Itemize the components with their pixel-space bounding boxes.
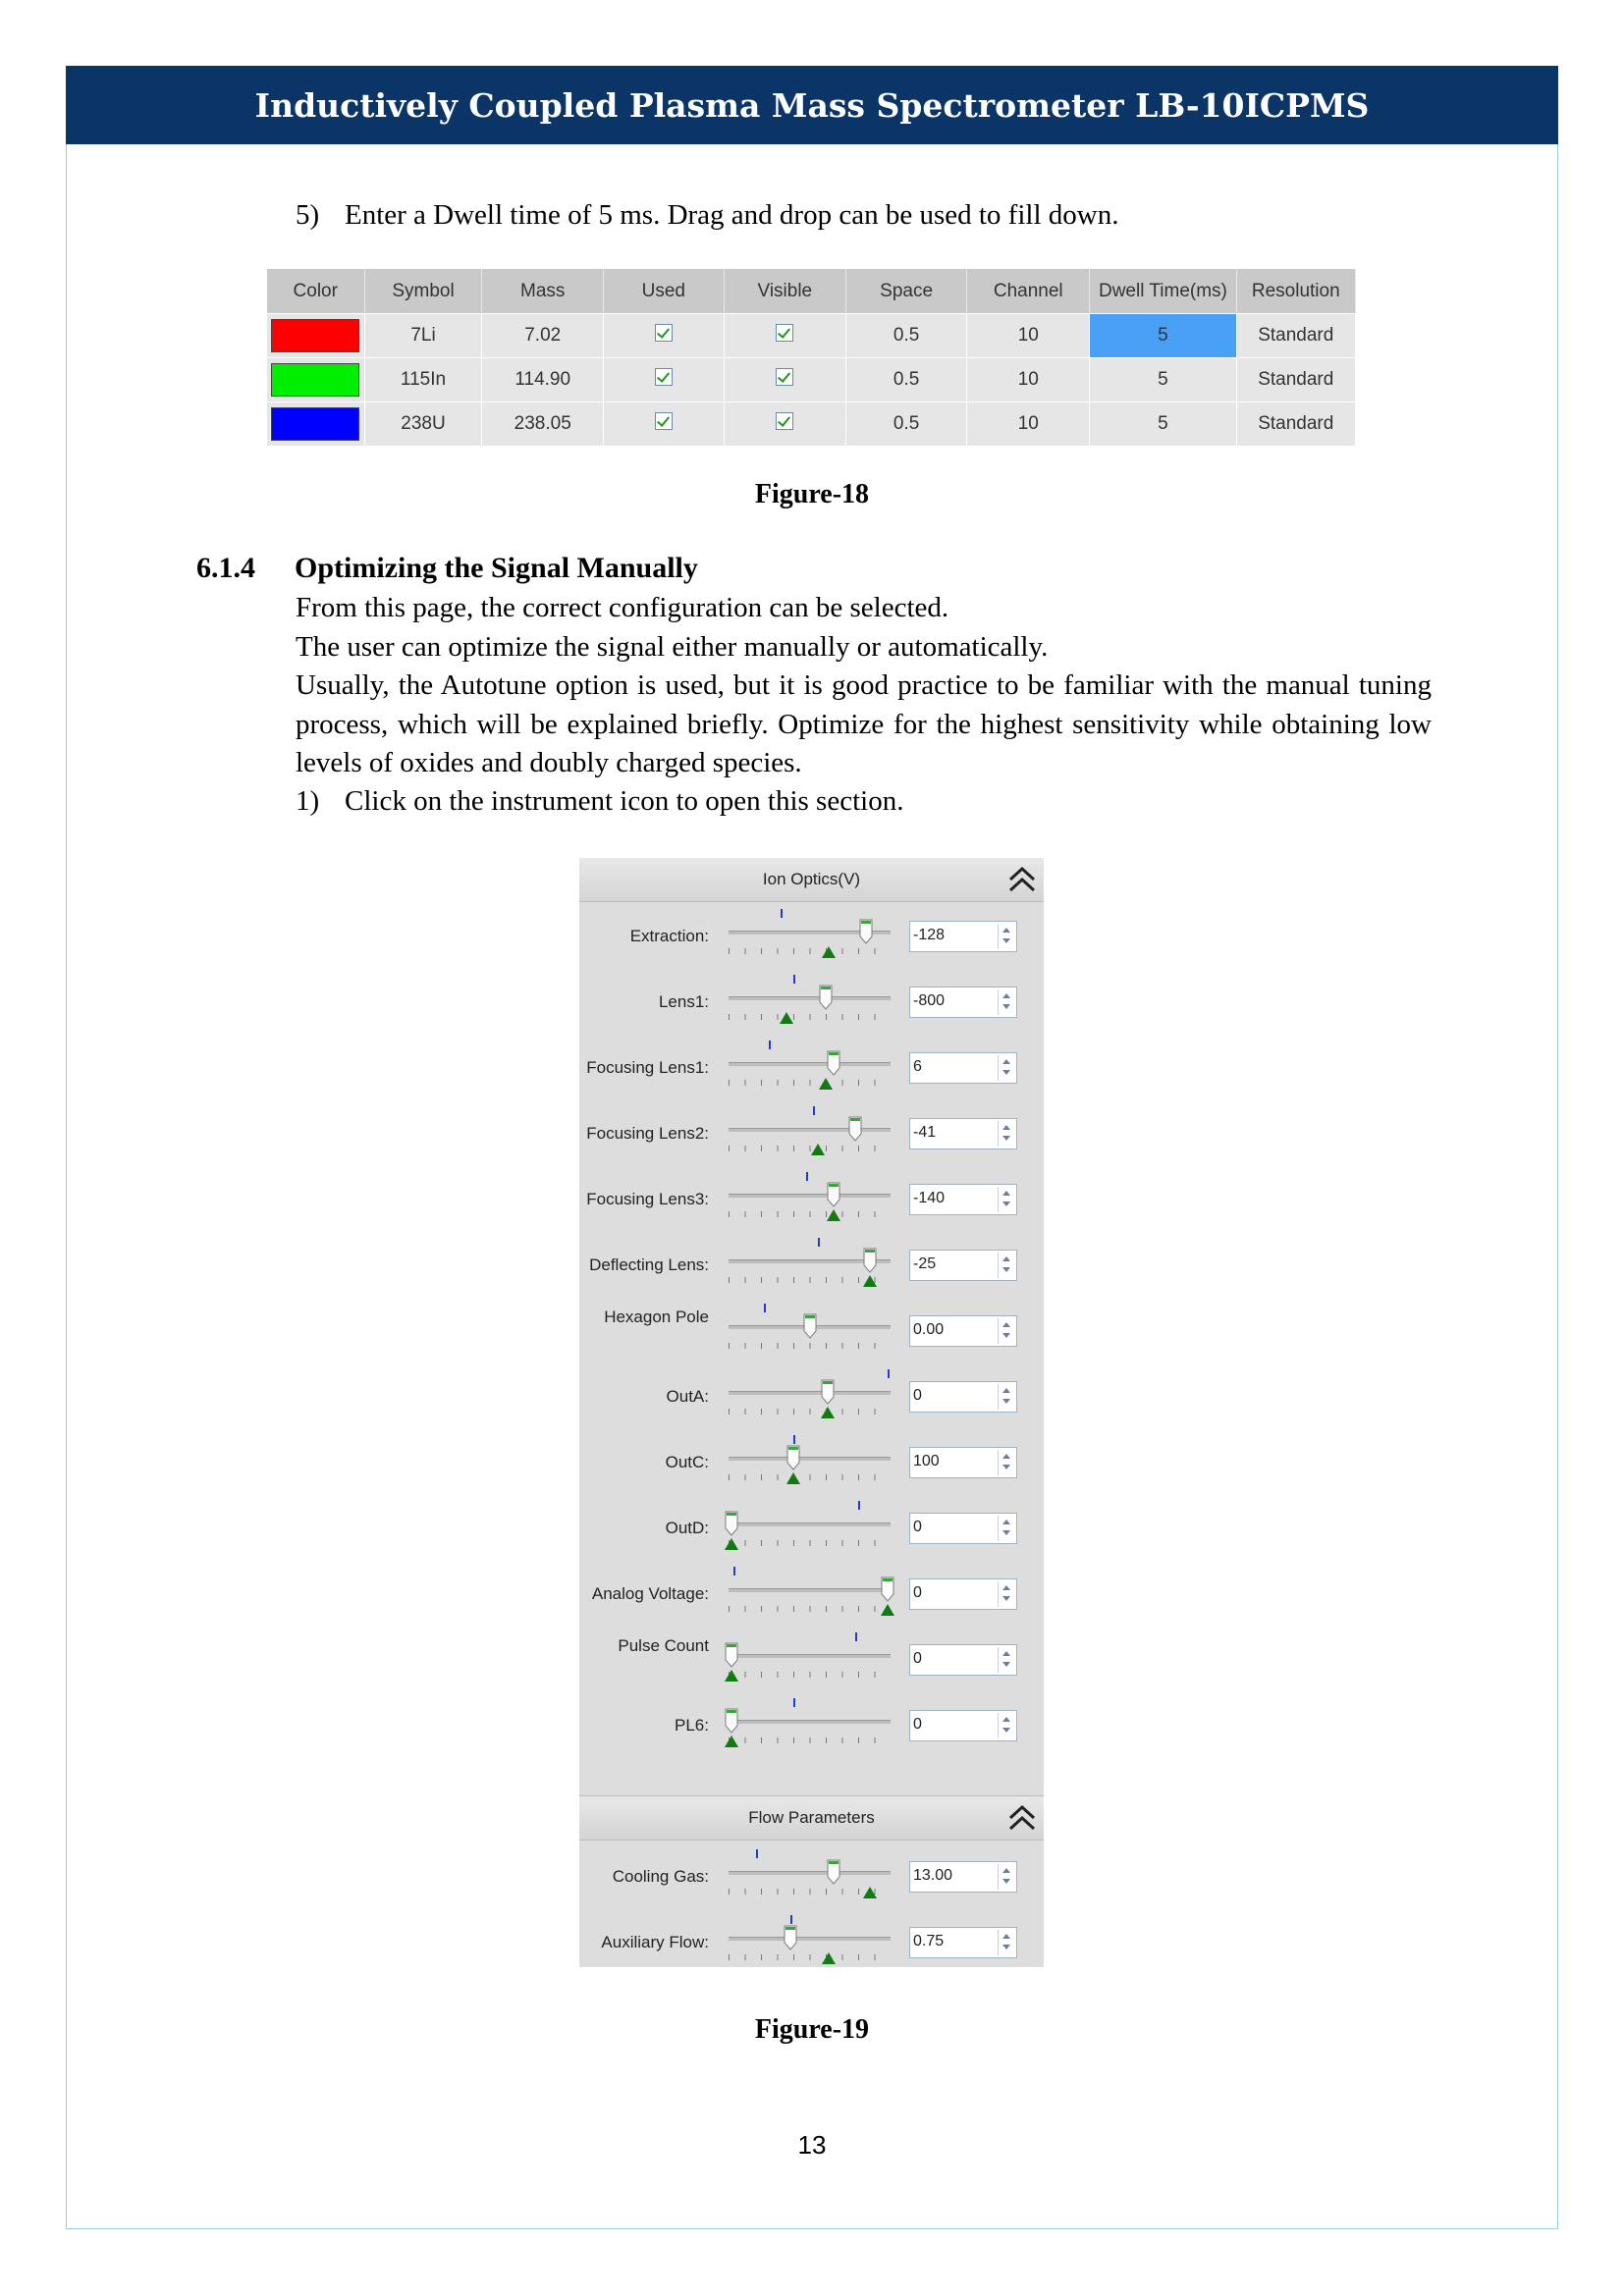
- slider-track[interactable]: [729, 996, 891, 1000]
- body-paragraph: Usually, the Autotune option is used, but it is good practice to be familiar with the manual tuning process, which will be explained briefly. Optimize for the highest sensitivity while obtaining low levels of oxides and doubly charged species.: [296, 669, 1432, 778]
- figure-18-caption: Figure-18: [754, 479, 870, 509]
- channel-cell[interactable]: 10: [967, 402, 1090, 447]
- slider-ticks: [729, 1954, 891, 1960]
- reference-tick: [793, 1435, 795, 1444]
- value-spinbox[interactable]: [909, 1513, 1017, 1544]
- slider-thumb[interactable]: [859, 919, 873, 944]
- column-header[interactable]: Resolution: [1236, 269, 1355, 314]
- reference-tick: [806, 1172, 808, 1181]
- setpoint-marker: [819, 1078, 833, 1090]
- flow-parameters-title: Flow Parameters: [748, 1808, 875, 1827]
- table-row[interactable]: [267, 314, 1356, 358]
- slider-thumb[interactable]: [803, 1313, 817, 1339]
- slider-track[interactable]: [729, 1720, 891, 1724]
- step-number: 1): [296, 785, 320, 817]
- slider-ticks: [729, 1211, 891, 1217]
- value-spinbox[interactable]: [909, 1118, 1017, 1149]
- slider-ticks: [729, 1606, 891, 1612]
- body-paragraph: From this page, the correct configuration can be selected.: [296, 592, 949, 623]
- slider-ticks: [729, 1474, 891, 1480]
- spin-arrows-icon[interactable]: [998, 1187, 1014, 1212]
- parameter-label: Auxiliary Flow:: [601, 1933, 709, 1951]
- parameter-label: OutD:: [665, 1519, 709, 1537]
- step-5: [296, 199, 1118, 232]
- slider-ticks: [729, 1672, 891, 1678]
- parameter-label: OutA:: [666, 1387, 709, 1406]
- spinbox-value[interactable]: -128: [913, 927, 946, 943]
- reference-tick: [764, 1304, 766, 1312]
- dwell-time-cell[interactable]: 5: [1090, 314, 1236, 358]
- parameter-row: [579, 1104, 1044, 1163]
- slider-thumb[interactable]: [827, 1050, 840, 1076]
- spinbox-value[interactable]: -25: [913, 1255, 937, 1272]
- reference-tick: [888, 1369, 890, 1378]
- column-header[interactable]: Visible: [724, 269, 845, 314]
- table-row[interactable]: [267, 358, 1356, 402]
- used-checkbox[interactable]: [603, 402, 724, 447]
- slider-ticks: [729, 1409, 891, 1415]
- setpoint-marker: [827, 1209, 840, 1221]
- spinbox-value[interactable]: 0: [913, 1387, 922, 1404]
- parameter-label: Focusing Lens1:: [586, 1058, 709, 1077]
- symbol-cell[interactable]: 7Li: [364, 314, 482, 358]
- parameter-row: [579, 1847, 1044, 1906]
- color-swatch-box[interactable]: [271, 363, 359, 397]
- parameter-label: PL6:: [675, 1716, 709, 1735]
- slider-track[interactable]: [729, 1391, 891, 1395]
- visible-checkbox[interactable]: [724, 314, 845, 358]
- slider-ticks: [729, 1080, 891, 1086]
- symbol-cell[interactable]: 238U: [364, 402, 482, 447]
- mass-cell[interactable]: 238.05: [482, 402, 603, 447]
- spin-arrows-icon[interactable]: [998, 1581, 1014, 1607]
- mass-cell[interactable]: 114.90: [482, 358, 603, 402]
- reference-tick: [733, 1567, 735, 1575]
- step-text: Click on the instrument icon to open this section.: [345, 785, 904, 817]
- space-cell[interactable]: 0.5: [845, 314, 966, 358]
- reference-tick: [793, 975, 795, 984]
- slider-track[interactable]: [729, 1654, 891, 1658]
- resolution-cell[interactable]: Standard: [1236, 402, 1355, 447]
- table-body: [267, 314, 1356, 447]
- spinbox-value[interactable]: 0: [913, 1519, 922, 1535]
- resolution-cell[interactable]: Standard: [1236, 314, 1355, 358]
- slider-ticks: [729, 1737, 891, 1743]
- setpoint-marker: [822, 1952, 836, 1964]
- value-spinbox[interactable]: [909, 1315, 1017, 1347]
- setpoint-marker: [811, 1144, 825, 1155]
- slider-thumb[interactable]: [725, 1642, 738, 1668]
- element-table: [267, 269, 1356, 446]
- column-header[interactable]: Symbol: [364, 269, 482, 314]
- reference-tick: [813, 1106, 815, 1115]
- parameter-row: [579, 907, 1044, 966]
- slider-thumb[interactable]: [821, 1379, 835, 1405]
- color-swatch[interactable]: [267, 358, 364, 402]
- space-cell[interactable]: 0.5: [845, 358, 966, 402]
- section-number: 6.1.4: [196, 552, 255, 584]
- reference-tick: [769, 1041, 771, 1049]
- parameter-row: [579, 1039, 1044, 1097]
- figure-19-caption: Figure-19: [754, 2014, 870, 2045]
- section-body: [296, 589, 1432, 783]
- setpoint-marker: [863, 1887, 877, 1898]
- spin-arrows-icon[interactable]: [998, 1450, 1014, 1475]
- slider-ticks: [729, 948, 891, 954]
- section-title: Optimizing the Signal Manually: [295, 552, 698, 584]
- value-spinbox[interactable]: [909, 987, 1017, 1018]
- reference-tick: [855, 1632, 857, 1641]
- parameter-row: [579, 1236, 1044, 1295]
- slider-thumb[interactable]: [827, 1859, 840, 1885]
- slider-thumb[interactable]: [881, 1576, 894, 1602]
- value-spinbox[interactable]: [909, 1447, 1017, 1478]
- setpoint-marker: [725, 1735, 738, 1747]
- spin-arrows-icon[interactable]: [998, 1055, 1014, 1081]
- spinbox-value[interactable]: 100: [913, 1453, 940, 1469]
- setpoint-marker: [821, 1407, 835, 1418]
- collapse-icon[interactable]: [1006, 1802, 1038, 1834]
- slider-track[interactable]: [729, 1457, 891, 1461]
- spin-arrows-icon[interactable]: [998, 1930, 1014, 1955]
- spin-arrows-icon[interactable]: [998, 1864, 1014, 1890]
- slider-track[interactable]: [729, 1588, 891, 1592]
- slider-track[interactable]: [729, 1937, 891, 1941]
- parameter-row: [579, 1302, 1044, 1361]
- ion-optics-header[interactable]: [579, 858, 1044, 902]
- slider-thumb[interactable]: [827, 1182, 840, 1207]
- spin-arrows-icon[interactable]: [998, 1384, 1014, 1410]
- channel-cell[interactable]: 10: [967, 358, 1090, 402]
- document-header: Inductively Coupled Plasma Mass Spectrometer LB-10ICPMS: [66, 66, 1558, 144]
- slider-thumb[interactable]: [784, 1925, 797, 1950]
- spin-arrows-icon[interactable]: [998, 1253, 1014, 1278]
- value-spinbox[interactable]: [909, 921, 1017, 952]
- slider-thumb[interactable]: [863, 1248, 877, 1273]
- parameter-row: [579, 1913, 1044, 1972]
- reference-tick: [790, 1915, 792, 1924]
- column-header[interactable]: Dwell Time(ms): [1090, 269, 1236, 314]
- spinbox-value[interactable]: 0.75: [913, 1933, 945, 1949]
- space-cell[interactable]: 0.5: [845, 402, 966, 447]
- parameter-row: [579, 1499, 1044, 1558]
- slider-track[interactable]: [729, 1871, 891, 1875]
- spinbox-value[interactable]: 0: [913, 1650, 922, 1667]
- checkbox-checked-icon[interactable]: [655, 412, 673, 430]
- value-spinbox[interactable]: [909, 1861, 1017, 1893]
- ion-optics-title: Ion Optics(V): [762, 870, 861, 888]
- step-1: [296, 785, 903, 818]
- reference-tick: [858, 1501, 860, 1510]
- slider-thumb[interactable]: [819, 985, 833, 1010]
- column-header[interactable]: Mass: [482, 269, 603, 314]
- parameter-label: Focusing Lens3:: [586, 1190, 709, 1208]
- color-swatch-box[interactable]: [271, 407, 359, 441]
- value-spinbox[interactable]: [909, 1578, 1017, 1610]
- checkbox-checked-icon[interactable]: [776, 412, 793, 430]
- channel-cell[interactable]: 10: [967, 314, 1090, 358]
- value-spinbox[interactable]: [909, 1052, 1017, 1084]
- reference-tick: [781, 909, 783, 918]
- color-swatch[interactable]: [267, 314, 364, 358]
- dwell-time-cell[interactable]: 5: [1090, 402, 1236, 447]
- step-text: Enter a Dwell time of 5 ms. Drag and drop can be used to fill down.: [345, 199, 1119, 231]
- table-row[interactable]: [267, 402, 1356, 447]
- slider-track[interactable]: [729, 1128, 891, 1132]
- reference-tick: [793, 1698, 795, 1707]
- column-header[interactable]: Channel: [967, 269, 1090, 314]
- parameter-row: [579, 1565, 1044, 1624]
- parameter-row: [579, 1170, 1044, 1229]
- reference-tick: [818, 1238, 820, 1247]
- checkbox-checked-icon[interactable]: [776, 368, 793, 386]
- reference-tick: [756, 1849, 758, 1858]
- spin-arrows-icon[interactable]: [998, 1121, 1014, 1147]
- used-checkbox[interactable]: [603, 358, 724, 402]
- spin-arrows-icon[interactable]: [998, 1318, 1014, 1344]
- slider-track[interactable]: [729, 1522, 891, 1526]
- collapse-icon[interactable]: [1006, 864, 1038, 895]
- parameter-label: Extraction:: [629, 927, 709, 945]
- parameter-label: Lens1:: [658, 992, 709, 1011]
- slider-track[interactable]: [729, 1194, 891, 1198]
- color-swatch-box[interactable]: [271, 319, 359, 352]
- spin-arrows-icon[interactable]: [998, 924, 1014, 949]
- parameter-label: OutC:: [665, 1453, 709, 1471]
- value-spinbox[interactable]: [909, 1184, 1017, 1215]
- checkbox-checked-icon[interactable]: [655, 324, 673, 342]
- slider-ticks: [729, 1146, 891, 1151]
- ion-optics-panel: [579, 858, 1044, 1967]
- mass-cell[interactable]: 7.02: [482, 314, 603, 358]
- spin-arrows-icon[interactable]: [998, 989, 1014, 1015]
- value-spinbox[interactable]: [909, 1381, 1017, 1413]
- parameter-row: [579, 1433, 1044, 1492]
- used-checkbox[interactable]: [603, 314, 724, 358]
- parameter-label: Hexagon Pole: [604, 1308, 709, 1326]
- spinbox-value[interactable]: 0.00: [913, 1321, 945, 1338]
- spin-arrows-icon[interactable]: [998, 1713, 1014, 1738]
- body-paragraph: The user can optimize the signal either manually or automatically.: [296, 630, 1049, 663]
- spinbox-value[interactable]: 13.00: [913, 1867, 953, 1884]
- setpoint-marker: [822, 946, 836, 958]
- parameter-label: Analog Voltage:: [591, 1584, 709, 1603]
- setpoint-marker: [780, 1012, 793, 1024]
- spinbox-value[interactable]: -41: [913, 1124, 937, 1141]
- slider-thumb[interactable]: [725, 1511, 738, 1536]
- column-header[interactable]: Space: [845, 269, 966, 314]
- column-header[interactable]: Color: [267, 269, 364, 314]
- slider-track[interactable]: [729, 1062, 891, 1066]
- checkbox-checked-icon[interactable]: [655, 368, 673, 386]
- setpoint-marker: [725, 1538, 738, 1550]
- slider-thumb[interactable]: [725, 1708, 738, 1734]
- spinbox-value[interactable]: -140: [913, 1190, 946, 1206]
- setpoint-marker: [786, 1472, 800, 1484]
- slider-ticks: [729, 1014, 891, 1020]
- spinbox-value[interactable]: 6: [913, 1058, 922, 1075]
- value-spinbox[interactable]: [909, 1644, 1017, 1676]
- slider-thumb[interactable]: [786, 1445, 800, 1470]
- value-spinbox[interactable]: [909, 1710, 1017, 1741]
- step-number: 5): [296, 199, 320, 231]
- setpoint-marker: [881, 1604, 894, 1616]
- visible-checkbox[interactable]: [724, 402, 845, 447]
- spinbox-value[interactable]: -800: [913, 992, 946, 1009]
- column-header[interactable]: Used: [603, 269, 724, 314]
- slider-thumb[interactable]: [848, 1116, 862, 1142]
- slider-ticks: [729, 1540, 891, 1546]
- table-header-row: [267, 269, 1356, 314]
- setpoint-marker: [725, 1670, 738, 1682]
- flow-parameters-header[interactable]: [579, 1795, 1044, 1841]
- parameter-label: Focusing Lens2:: [586, 1124, 709, 1143]
- parameter-row: [579, 1696, 1044, 1755]
- spinbox-value[interactable]: 0: [913, 1716, 922, 1733]
- color-swatch[interactable]: [267, 402, 364, 447]
- spin-arrows-icon[interactable]: [998, 1516, 1014, 1541]
- page-number: 13: [797, 2130, 827, 2160]
- parameter-label: Cooling Gas:: [612, 1867, 709, 1886]
- slider-ticks: [729, 1343, 891, 1349]
- parameter-row: [579, 1630, 1044, 1689]
- section-heading: [196, 552, 698, 585]
- parameter-row: [579, 1367, 1044, 1426]
- value-spinbox[interactable]: [909, 1927, 1017, 1958]
- resolution-cell[interactable]: Standard: [1236, 358, 1355, 402]
- dwell-time-cell[interactable]: 5: [1090, 358, 1236, 402]
- spinbox-value[interactable]: 0: [913, 1584, 922, 1601]
- parameter-label: Pulse Count: [618, 1636, 709, 1655]
- setpoint-marker: [863, 1275, 877, 1287]
- visible-checkbox[interactable]: [724, 358, 845, 402]
- checkbox-checked-icon[interactable]: [776, 324, 793, 342]
- spin-arrows-icon[interactable]: [998, 1647, 1014, 1673]
- symbol-cell[interactable]: 115In: [364, 358, 482, 402]
- value-spinbox[interactable]: [909, 1250, 1017, 1281]
- parameter-row: [579, 973, 1044, 1032]
- parameter-label: Deflecting Lens:: [589, 1255, 709, 1274]
